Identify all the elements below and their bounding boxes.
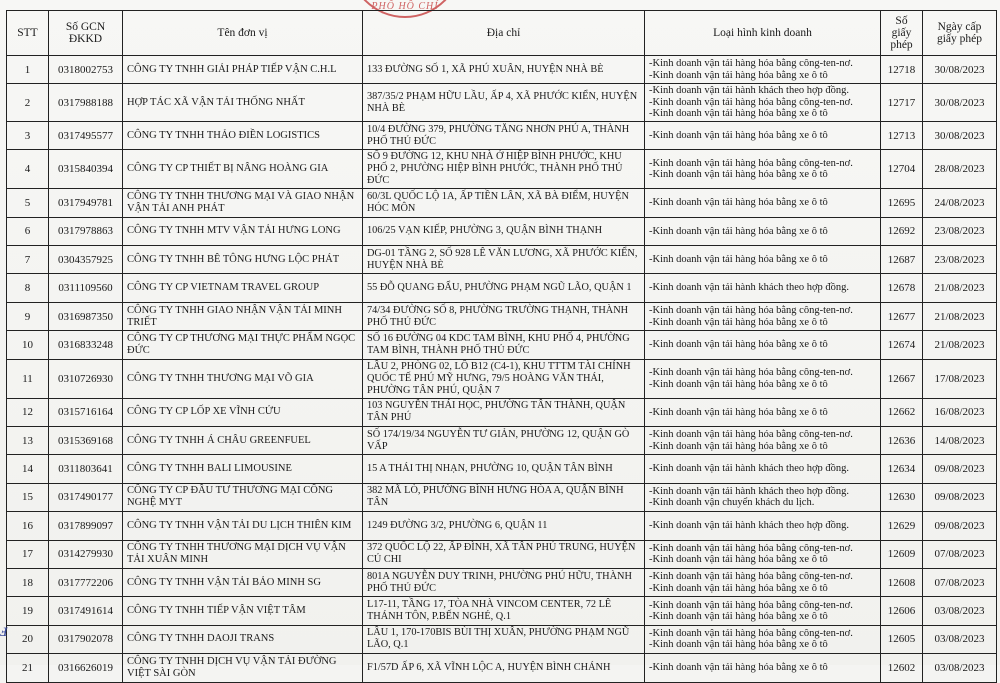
row-address: LẦU 2, PHÒNG 02, LÔ B12 (C4-1), KHU TTTM TÀI CHÍNH QUỐC TẾ PHÚ MỸ HƯNG, 79/5 HOÀNG VĂN THÁI, PHƯỜNG TÂN PHÚ, QUẬN 7 bbox=[363, 359, 645, 398]
row-permit-number: 12677 bbox=[881, 302, 923, 330]
row-issue-date: 23/08/2023 bbox=[923, 217, 997, 245]
header-permit-no: Số giấy phép bbox=[881, 11, 923, 56]
row-company-name: CÔNG TY TNHH BALI LIMOUSINE bbox=[123, 455, 363, 483]
row-business-types bbox=[645, 483, 881, 511]
row-gcn-number: 0317988188 bbox=[49, 84, 123, 122]
row-permit-number: 12636 bbox=[881, 427, 923, 455]
row-business-types bbox=[645, 625, 881, 653]
row-stt: 1 bbox=[7, 56, 49, 84]
row-gcn-number: 0315369168 bbox=[49, 427, 123, 455]
row-address: L17-11, TẦNG 17, TÒA NHÀ VINCOM CENTER, 72 LÊ THÁNH TÔN, P.BẾN NGHÉ, Q.1 bbox=[363, 597, 645, 625]
row-gcn-number: 0317772206 bbox=[49, 568, 123, 596]
row-gcn-number: 0317490177 bbox=[49, 483, 123, 511]
row-company-name: HỢP TÁC XÃ VẬN TẢI THỐNG NHẤT bbox=[123, 84, 363, 122]
row-business-types bbox=[645, 302, 881, 330]
row-gcn-number: 0317495577 bbox=[49, 121, 123, 149]
row-address: DG-01 TẦNG 2, SỐ 928 LÊ VĂN LƯƠNG, XÃ PHƯỚC KIỂN, HUYỆN NHÀ BÈ bbox=[363, 246, 645, 274]
business-type-line: -Kinh doanh vận tải hàng hóa bằng xe ô tô bbox=[649, 108, 828, 120]
row-permit-number: 12662 bbox=[881, 398, 923, 426]
table-row bbox=[7, 56, 997, 84]
row-issue-date: 24/08/2023 bbox=[923, 189, 997, 217]
row-address: SỐ 16 ĐƯỜNG 04 KDC TAM BÌNH, KHU PHỐ 4, PHƯỜNG TAM BÌNH, THÀNH PHỐ THỦ ĐỨC bbox=[363, 331, 645, 359]
table-header-row bbox=[7, 11, 997, 56]
business-type-line: -Kinh doanh vận tải hành khách theo hợp đồng. bbox=[649, 485, 850, 497]
row-permit-number: 12606 bbox=[881, 597, 923, 625]
row-issue-date: 07/08/2023 bbox=[923, 540, 997, 568]
row-company-name: CÔNG TY TNHH DỊCH VỤ VẬN TẢI ĐƯỜNG VIỆT SÀI GÒN bbox=[123, 654, 363, 682]
row-stt: 4 bbox=[7, 150, 49, 189]
row-gcn-number: 0317899097 bbox=[49, 512, 123, 540]
row-gcn-number: 0318002753 bbox=[49, 56, 123, 84]
business-type-line: -Kinh doanh vận tải hàng hóa bằng xe ô tô bbox=[649, 662, 828, 674]
row-address: 382 MÃ LÒ, PHƯỜNG BÌNH HƯNG HÒA A, QUẬN BÌNH TÂN bbox=[363, 483, 645, 511]
table-row bbox=[7, 455, 997, 483]
row-stt: 9 bbox=[7, 302, 49, 330]
header-type: Loại hình kinh doanh bbox=[645, 11, 881, 56]
row-gcn-number: 0316833248 bbox=[49, 331, 123, 359]
row-issue-date: 30/08/2023 bbox=[923, 84, 997, 122]
row-permit-number: 12609 bbox=[881, 540, 923, 568]
row-permit-number: 12634 bbox=[881, 455, 923, 483]
row-business-types bbox=[645, 56, 881, 84]
row-permit-number: 12695 bbox=[881, 189, 923, 217]
row-permit-number: 12692 bbox=[881, 217, 923, 245]
row-company-name: CÔNG TY TNHH VẬN TẢI DU LỊCH THIÊN KIM bbox=[123, 512, 363, 540]
row-gcn-number: 0317902078 bbox=[49, 625, 123, 653]
row-address: 372 QUỐC LỘ 22, ẤP ĐÌNH, XÃ TÂN PHÚ TRUNG, HUYỆN CỦ CHI bbox=[363, 540, 645, 568]
business-type-line: -Kinh doanh vận tải hàng hóa bằng xe ô tô bbox=[649, 554, 828, 566]
row-issue-date: 28/08/2023 bbox=[923, 150, 997, 189]
row-address: LẦU 1, 170-170BIS BÙI THỊ XUÂN, PHƯỜNG PHẠM NGŨ LÃO, Q.1 bbox=[363, 625, 645, 653]
header-gcn: Số GCN ĐKKD bbox=[49, 11, 123, 56]
row-address: 106/25 VẠN KIẾP, PHƯỜNG 3, QUẬN BÌNH THẠNH bbox=[363, 217, 645, 245]
row-address: 801A NGUYỄN DUY TRINH, PHƯỜNG PHÚ HỮU, THÀNH PHỐ THỦ ĐỨC bbox=[363, 568, 645, 596]
business-type-line: -Kinh doanh vận tải hàng hóa bằng xe ô tô bbox=[649, 339, 828, 351]
table-row bbox=[7, 302, 997, 330]
row-issue-date: 03/08/2023 bbox=[923, 597, 997, 625]
row-issue-date: 21/08/2023 bbox=[923, 274, 997, 302]
row-permit-number: 12674 bbox=[881, 331, 923, 359]
business-type-line: -Kinh doanh vận tải hàng hóa bằng công-ten-nơ. bbox=[649, 571, 853, 583]
table-row bbox=[7, 625, 997, 653]
row-issue-date: 30/08/2023 bbox=[923, 121, 997, 149]
header-date: Ngày cấp giấy phép bbox=[923, 11, 997, 56]
table-row bbox=[7, 483, 997, 511]
business-type-line: -Kinh doanh vận tải hành khách theo hợp đồng. bbox=[649, 463, 850, 475]
row-address: F1/57D ẤP 6, XÃ VĨNH LỘC A, HUYỆN BÌNH CHÁNH bbox=[363, 654, 645, 682]
row-business-types bbox=[645, 189, 881, 217]
row-stt: 13 bbox=[7, 427, 49, 455]
row-gcn-number: 0310726930 bbox=[49, 359, 123, 398]
row-company-name: CÔNG TY TNHH GIAO NHẬN VẬN TẢI MINH TRIẾT bbox=[123, 302, 363, 330]
business-type-line: -Kinh doanh vận tải hàng hóa bằng công-ten-nơ. bbox=[649, 157, 853, 169]
business-type-line: -Kinh doanh vận tải hàng hóa bằng xe ô tô bbox=[649, 169, 828, 181]
business-type-line: -Kinh doanh vận tải hàng hóa bằng công-ten-nơ. bbox=[649, 429, 853, 441]
row-company-name: CÔNG TY TNHH VẬN TẢI BẢO MINH SG bbox=[123, 568, 363, 596]
row-issue-date: 03/08/2023 bbox=[923, 625, 997, 653]
row-business-types bbox=[645, 455, 881, 483]
row-stt: 8 bbox=[7, 274, 49, 302]
license-table bbox=[6, 10, 997, 683]
row-business-types bbox=[645, 540, 881, 568]
table-row bbox=[7, 189, 997, 217]
row-permit-number: 12687 bbox=[881, 246, 923, 274]
row-business-types bbox=[645, 597, 881, 625]
row-address: 103 NGUYỄN THÁI HỌC, PHƯỜNG TÂN THÀNH, QUẬN TÂN PHÚ bbox=[363, 398, 645, 426]
row-issue-date: 23/08/2023 bbox=[923, 246, 997, 274]
row-stt: 14 bbox=[7, 455, 49, 483]
row-stt: 6 bbox=[7, 217, 49, 245]
row-permit-number: 12704 bbox=[881, 150, 923, 189]
row-company-name: CÔNG TY TNHH GIẢI PHÁP TIẾP VẬN C.H.L bbox=[123, 56, 363, 84]
table-row bbox=[7, 84, 997, 122]
business-type-line: -Kinh doanh vận tải hàng hóa bằng xe ô tô bbox=[649, 582, 828, 594]
row-business-types bbox=[645, 568, 881, 596]
row-company-name: CÔNG TY CP LỐP XE VĨNH CỬU bbox=[123, 398, 363, 426]
seal-text: PHỐ HỒ CHÍ bbox=[371, 1, 439, 12]
row-stt: 7 bbox=[7, 246, 49, 274]
row-stt: 16 bbox=[7, 512, 49, 540]
table-row bbox=[7, 398, 997, 426]
row-stt: 3 bbox=[7, 121, 49, 149]
row-issue-date: 21/08/2023 bbox=[923, 302, 997, 330]
row-company-name: CÔNG TY TNHH THẢO ĐIỀN LOGISTICS bbox=[123, 121, 363, 149]
table-row bbox=[7, 654, 997, 682]
business-type-line: -Kinh doanh vận tải hàng hóa bằng xe ô tô bbox=[649, 378, 828, 390]
row-company-name: CÔNG TY CP THƯƠNG MẠI THỰC PHẨM NGỌC ĐỨC bbox=[123, 331, 363, 359]
row-address: SỐ 9 ĐƯỜNG 12, KHU NHÀ Ở HIỆP BÌNH PHƯỚC, KHU PHỐ 2, PHƯỜNG HIỆP BÌNH PHƯỚC, THÀNH PHỐ THỦ ĐỨC bbox=[363, 150, 645, 189]
table-row bbox=[7, 540, 997, 568]
table-row bbox=[7, 359, 997, 398]
row-issue-date: 07/08/2023 bbox=[923, 568, 997, 596]
business-type-line: -Kinh doanh vận tải hàng hóa bằng xe ô tô bbox=[649, 254, 828, 265]
business-type-line: -Kinh doanh vận tải hàng hóa bằng xe ô tô bbox=[649, 440, 828, 452]
row-gcn-number: 0311803641 bbox=[49, 455, 123, 483]
row-issue-date: 14/08/2023 bbox=[923, 427, 997, 455]
row-business-types bbox=[645, 331, 881, 359]
row-gcn-number: 0317949781 bbox=[49, 189, 123, 217]
row-business-types bbox=[645, 274, 881, 302]
row-stt: 18 bbox=[7, 568, 49, 596]
business-type-line: -Kinh doanh vận tải hàng hóa bằng công-ten-nơ. bbox=[649, 305, 853, 317]
row-stt: 2 bbox=[7, 84, 49, 122]
business-type-line: -Kinh doanh vận tải hàng hóa bằng xe ô tô bbox=[649, 225, 828, 237]
business-type-line: -Kinh doanh vận tải hàng hóa bằng xe ô tô bbox=[649, 197, 828, 209]
business-type-line: -Kinh doanh vận tải hàng hóa bằng xe ô tô bbox=[649, 69, 828, 81]
row-stt: 11 bbox=[7, 359, 49, 398]
row-permit-number: 12629 bbox=[881, 512, 923, 540]
table-row bbox=[7, 121, 997, 149]
row-stt: 21 bbox=[7, 654, 49, 682]
table-row bbox=[7, 568, 997, 596]
row-business-types bbox=[645, 246, 881, 274]
row-issue-date: 21/08/2023 bbox=[923, 331, 997, 359]
business-type-line: -Kinh doanh vận tải hàng hóa bằng xe ô tô bbox=[649, 129, 828, 141]
row-gcn-number: 0311109560 bbox=[49, 274, 123, 302]
row-business-types bbox=[645, 398, 881, 426]
row-issue-date: 03/08/2023 bbox=[923, 654, 997, 682]
row-gcn-number: 0315716164 bbox=[49, 398, 123, 426]
business-type-line: -Kinh doanh vận chuyển khách du lịch. bbox=[649, 497, 815, 509]
row-stt: 17 bbox=[7, 540, 49, 568]
row-issue-date: 17/08/2023 bbox=[923, 359, 997, 398]
row-business-types bbox=[645, 427, 881, 455]
business-type-line: -Kinh doanh vận tải hàng hóa bằng công-ten-nơ. bbox=[649, 627, 853, 639]
row-business-types bbox=[645, 150, 881, 189]
table-row bbox=[7, 512, 997, 540]
business-type-line: -Kinh doanh vận tải hành khách theo hợp đồng. bbox=[649, 85, 850, 97]
row-address: 387/35/2 PHẠM HỮU LẦU, ẤP 4, XÃ PHƯỚC KIỂN, HUYỆN NHÀ BÈ bbox=[363, 84, 645, 122]
row-stt: 15 bbox=[7, 483, 49, 511]
table-row bbox=[7, 274, 997, 302]
row-address: 133 ĐƯỜNG SỐ 1, XÃ PHÚ XUÂN, HUYỆN NHÀ BÈ bbox=[363, 56, 645, 84]
row-permit-number: 12667 bbox=[881, 359, 923, 398]
row-gcn-number: 0317491614 bbox=[49, 597, 123, 625]
row-company-name: CÔNG TY CP ĐẦU TƯ THƯƠNG MẠI CÔNG NGHỆ MYT bbox=[123, 483, 363, 511]
header-address: Địa chỉ bbox=[363, 11, 645, 56]
row-company-name: CÔNG TY TNHH THƯƠNG MẠI VÀ GIAO NHẬN VẬN TẢI ANH PHÁT bbox=[123, 189, 363, 217]
row-address: 10/4 ĐƯỜNG 379, PHƯỜNG TĂNG NHƠN PHÚ A, THÀNH PHỐ THỦ ĐỨC bbox=[363, 121, 645, 149]
row-company-name: CÔNG TY TNHH TIẾP VẬN VIỆT TÂM bbox=[123, 597, 363, 625]
row-permit-number: 12605 bbox=[881, 625, 923, 653]
row-company-name: CÔNG TY CP THIẾT BỊ NÂNG HOÀNG GIA bbox=[123, 150, 363, 189]
row-permit-number: 12718 bbox=[881, 56, 923, 84]
business-type-line: -Kinh doanh vận tải hàng hóa bằng xe ô tô bbox=[649, 316, 828, 328]
row-permit-number: 12678 bbox=[881, 274, 923, 302]
row-business-types bbox=[645, 359, 881, 398]
row-address: 74/34 ĐƯỜNG SỐ 8, PHƯỜNG TRƯỜNG THẠNH, THÀNH PHỐ THỦ ĐỨC bbox=[363, 302, 645, 330]
row-gcn-number: 0315840394 bbox=[49, 150, 123, 189]
row-company-name: CÔNG TY TNHH THƯƠNG MẠI DỊCH VỤ VẬN TẢI XUÂN MINH bbox=[123, 540, 363, 568]
row-business-types bbox=[645, 84, 881, 122]
row-gcn-number: 0304357925 bbox=[49, 246, 123, 274]
business-type-line: -Kinh doanh vận tải hàng hóa bằng xe ô tô bbox=[649, 406, 828, 418]
row-gcn-number: 0317978863 bbox=[49, 217, 123, 245]
row-permit-number: 12717 bbox=[881, 84, 923, 122]
business-type-line: -Kinh doanh vận tải hàng hóa bằng xe ô tô bbox=[649, 611, 828, 623]
row-address: 1249 ĐƯỜNG 3/2, PHƯỜNG 6, QUẬN 11 bbox=[363, 512, 645, 540]
row-stt: 20 bbox=[7, 625, 49, 653]
row-address: 15 A THÁI THỊ NHẠN, PHƯỜNG 10, QUẬN TÂN BÌNH bbox=[363, 455, 645, 483]
row-gcn-number: 0316626019 bbox=[49, 654, 123, 682]
row-issue-date: 30/08/2023 bbox=[923, 56, 997, 84]
row-address: SỐ 174/19/34 NGUYỄN TƯ GIẢN, PHƯỜNG 12, QUẬN GÒ VẤP bbox=[363, 427, 645, 455]
row-permit-number: 12608 bbox=[881, 568, 923, 596]
row-issue-date: 16/08/2023 bbox=[923, 398, 997, 426]
margin-pen-mark: ⅎ bbox=[0, 620, 8, 640]
row-company-name: CÔNG TY CP VIETNAM TRAVEL GROUP bbox=[123, 274, 363, 302]
header-name: Tên đơn vị bbox=[123, 11, 363, 56]
table-row bbox=[7, 246, 997, 274]
business-type-line: -Kinh doanh vận tải hành khách theo hợp đồng. bbox=[649, 282, 850, 294]
row-stt: 10 bbox=[7, 331, 49, 359]
row-address: 60/3L QUỐC LỘ 1A, ẤP TIỀN LÂN, XÃ BÀ ĐIỂM, HUYỆN HÓC MÔN bbox=[363, 189, 645, 217]
business-type-line: -Kinh doanh vận tải hàng hóa bằng công-ten-nơ. bbox=[649, 542, 853, 554]
row-business-types bbox=[645, 512, 881, 540]
business-type-line: -Kinh doanh vận tải hàng hóa bằng công-ten-nơ. bbox=[649, 96, 853, 108]
table-row bbox=[7, 217, 997, 245]
row-company-name: CÔNG TY TNHH Á CHÂU GREENFUEL bbox=[123, 427, 363, 455]
row-stt: 19 bbox=[7, 597, 49, 625]
table-row bbox=[7, 427, 997, 455]
row-permit-number: 12630 bbox=[881, 483, 923, 511]
business-type-line: -Kinh doanh vận tải hàng hóa bằng xe ô tô bbox=[649, 639, 828, 651]
row-company-name: CÔNG TY TNHH MTV VẬN TẢI HƯNG LONG bbox=[123, 217, 363, 245]
row-business-types bbox=[645, 217, 881, 245]
row-business-types bbox=[645, 121, 881, 149]
table-row bbox=[7, 597, 997, 625]
row-gcn-number: 0314279930 bbox=[49, 540, 123, 568]
row-permit-number: 12602 bbox=[881, 654, 923, 682]
business-type-line: -Kinh doanh vận tải hàng hóa bằng công-ten-nơ. bbox=[649, 599, 853, 611]
row-company-name: CÔNG TY TNHH BÊ TÔNG HƯNG LỘC PHÁT bbox=[123, 246, 363, 274]
row-permit-number: 12713 bbox=[881, 121, 923, 149]
business-type-line: -Kinh doanh vận tải hàng hóa bằng công-ten-nơ. bbox=[649, 367, 853, 379]
business-type-line: -Kinh doanh vận tải hành khách theo hợp đồng. bbox=[649, 520, 850, 532]
table-row bbox=[7, 331, 997, 359]
header-stt: STT bbox=[7, 11, 49, 56]
row-issue-date: 09/08/2023 bbox=[923, 483, 997, 511]
row-business-types bbox=[645, 654, 881, 682]
table-row bbox=[7, 150, 997, 189]
row-stt: 5 bbox=[7, 189, 49, 217]
row-company-name: CÔNG TY TNHH DAOJI TRANS bbox=[123, 625, 363, 653]
row-stt: 12 bbox=[7, 398, 49, 426]
row-gcn-number: 0316987350 bbox=[49, 302, 123, 330]
row-company-name: CÔNG TY TNHH THƯƠNG MẠI VÕ GIA bbox=[123, 359, 363, 398]
row-issue-date: 09/08/2023 bbox=[923, 512, 997, 540]
row-issue-date: 09/08/2023 bbox=[923, 455, 997, 483]
row-address: 55 ĐỖ QUANG ĐẨU, PHƯỜNG PHẠM NGŨ LÃO, QUẬN 1 bbox=[363, 274, 645, 302]
business-type-line: -Kinh doanh vận tải hàng hóa bằng công-ten-nơ. bbox=[649, 58, 853, 70]
